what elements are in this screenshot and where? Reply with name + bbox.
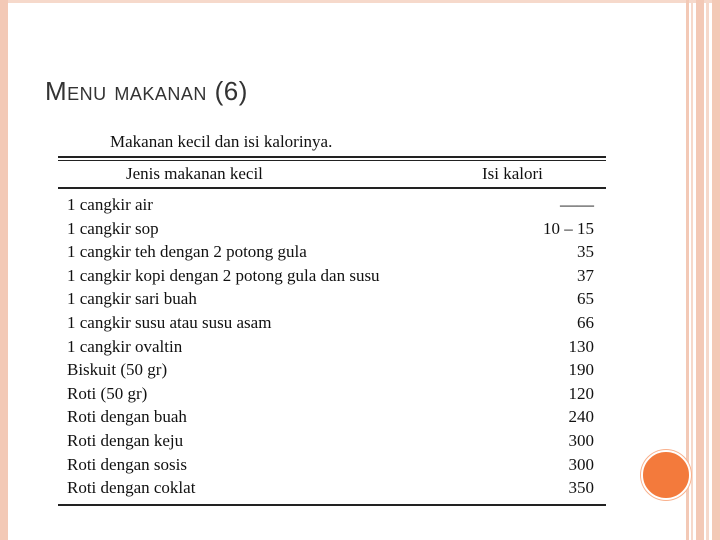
calorie-value: 240: [568, 407, 594, 427]
table-row: [58, 382, 606, 406]
calorie-table: [58, 130, 606, 506]
calorie-value: 300: [568, 454, 594, 474]
table-row: [58, 240, 606, 264]
food-name: Roti (50 gr): [67, 383, 148, 403]
column-header-name: Jenis makanan kecil: [126, 164, 263, 183]
table-row: [58, 217, 606, 241]
calorie-value: 35: [577, 242, 594, 262]
food-name: Biskuit (50 gr): [67, 360, 168, 380]
slide-frame-left: [0, 0, 8, 540]
table-row: [58, 287, 606, 311]
food-name: 1 cangkir sop: [67, 218, 159, 238]
food-name: Roti dengan keju: [67, 430, 184, 450]
slide-frame-top: [0, 0, 720, 3]
table-caption: Makanan kecil dan isi kalorinya.: [110, 132, 333, 151]
food-name: Roti dengan sosis: [67, 454, 187, 474]
calorie-value: ——: [560, 195, 594, 214]
table-row: [58, 453, 606, 477]
calorie-value: 350: [568, 478, 594, 498]
food-name: Roti dengan coklat: [67, 478, 196, 498]
decorative-circle: [641, 450, 691, 500]
calorie-value: 65: [577, 289, 594, 309]
calorie-value: 300: [568, 430, 594, 450]
calorie-value: 120: [568, 383, 594, 403]
table-header-row: [58, 161, 606, 187]
table-row: [58, 429, 606, 453]
table-row: [58, 311, 606, 335]
food-name: 1 cangkir air: [67, 195, 153, 214]
slide-title: Menu makanan (6): [45, 76, 248, 106]
table-row: [58, 476, 606, 500]
column-header-value: Isi kalori: [482, 164, 543, 183]
table-row: [58, 335, 606, 359]
calorie-value: 190: [568, 360, 594, 380]
food-name: 1 cangkir teh dengan 2 potong gula: [67, 242, 307, 262]
calorie-value: 66: [577, 312, 594, 332]
table-bottom-rule: [58, 504, 606, 506]
table-body: [58, 189, 606, 504]
food-name: 1 cangkir kopi dengan 2 potong gula dan susu: [67, 265, 380, 285]
table-row: [58, 405, 606, 429]
table-row: [58, 264, 606, 288]
food-name: Roti dengan buah: [67, 407, 187, 427]
calorie-value: 130: [568, 336, 594, 356]
calorie-value: 37: [577, 265, 594, 285]
food-name: 1 cangkir ovaltin: [67, 336, 183, 356]
slide-frame-right-stripes: [686, 0, 720, 540]
table-row: [58, 358, 606, 382]
food-name: 1 cangkir sari buah: [67, 289, 197, 309]
food-name: 1 cangkir susu atau susu asam: [67, 312, 272, 332]
table-row: [58, 193, 606, 217]
calorie-value: 10 – 15: [543, 218, 594, 238]
